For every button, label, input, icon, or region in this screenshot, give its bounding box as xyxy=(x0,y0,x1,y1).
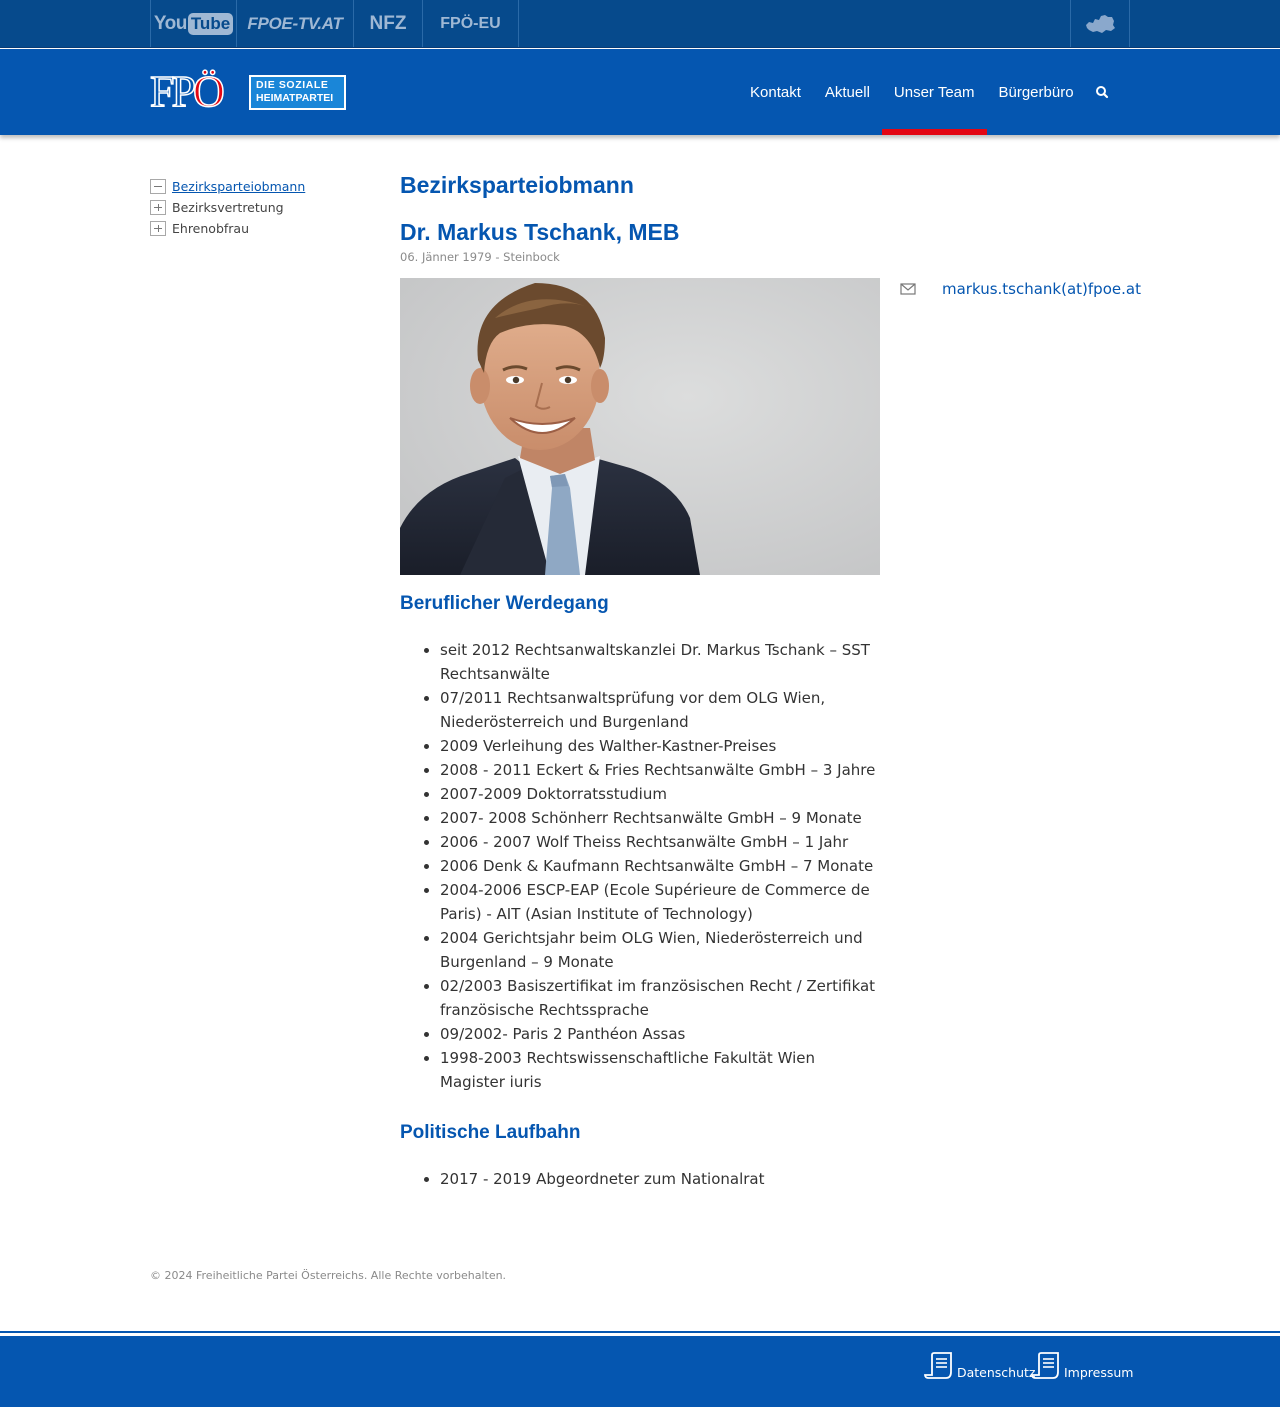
expand-icon[interactable] xyxy=(150,200,166,215)
list-item: • 2007-2009 Doktorratsstudium xyxy=(440,782,880,806)
logo-slogan-line1: DIE SOZIALE xyxy=(256,78,329,91)
list-item: • 2004-2006 ESCP-EAP (Ecole Supérieure de Commerce de Paris) - AIT (Asian Institute of Technology) xyxy=(440,878,880,926)
privacy-link[interactable] xyxy=(924,1350,1036,1382)
top-bar xyxy=(0,0,1280,48)
portrait-photo xyxy=(400,278,880,575)
nav-unser-team[interactable]: Unser Team xyxy=(882,49,987,135)
list-item: • 1998-2003 Rechtswissenschaftliche Fakultät Wien Magister iuris xyxy=(440,1046,880,1094)
fpoe-eu-logo: FPÖ-EU xyxy=(440,14,501,32)
document-icon xyxy=(924,1350,956,1382)
media-links xyxy=(150,0,519,47)
list-item: • 2009 Verleihung des Walther-Kastner-Preises xyxy=(440,734,880,758)
list-item: • 07/2011 Rechtsanwaltsprüfung vor dem OLG Wien, Niederösterreich und Burgenland xyxy=(440,686,880,734)
nfz-logo: NFZ xyxy=(369,12,407,34)
document-icon xyxy=(1031,1350,1063,1382)
search-button[interactable] xyxy=(1092,82,1112,102)
list-item: • 02/2003 Basiszertifikat im französischen Recht / Zertifikat französische Rechtssprache xyxy=(440,974,880,1022)
footer xyxy=(0,1336,1280,1407)
logo-fpo-letters: FPÖ xyxy=(150,67,222,116)
sidebar-item-label: Ehrenobfrau xyxy=(172,221,250,236)
sidebar-item-bezirksparteiobmann[interactable] xyxy=(150,176,370,197)
logo-slogan-line2: HEIMATPARTEI xyxy=(256,91,334,104)
nfz-link[interactable] xyxy=(353,0,422,47)
footer-divider xyxy=(0,1331,1280,1333)
birth-info: 06. Jänner 1979 - Steinbock xyxy=(400,250,560,264)
youtube-logo-you: You xyxy=(153,12,187,34)
contact-info xyxy=(900,277,1160,301)
main-nav xyxy=(738,49,1086,135)
list-item: • 2006 - 2007 Wolf Theiss Rechtsanwälte GmbH – 1 Jahr xyxy=(440,830,880,854)
fpoe-eu-link[interactable] xyxy=(422,0,519,47)
fpoe-tv-logo: FPOE-TV.AT xyxy=(247,13,343,33)
logo-slogan xyxy=(249,75,346,110)
career-list xyxy=(400,638,880,1094)
list-item: • 2006 Denk & Kaufmann Rechtsanwälte GmbH – 7 Monate xyxy=(440,854,880,878)
privacy-label: Datenschutz xyxy=(957,1365,1036,1380)
nav-kontakt[interactable]: Kontakt xyxy=(750,83,801,101)
career-title: Beruflicher Werdegang xyxy=(400,593,609,614)
list-item: • 09/2002- Paris 2 Panthéon Assas xyxy=(440,1022,880,1046)
nav-buergerbuero[interactable]: Bürgerbüro xyxy=(998,83,1074,101)
sidebar-item-label: Bezirksparteiobmann xyxy=(172,179,306,194)
main-content xyxy=(400,170,880,1191)
portrait-illustration xyxy=(400,278,880,575)
imprint-label: Impressum xyxy=(1064,1365,1134,1380)
list-item: • seit 2012 Rechtsanwaltskanzlei Dr. Markus Tschank – SST Rechtsanwälte xyxy=(440,638,880,686)
sidebar-item-ehrenobfrau[interactable] xyxy=(150,218,370,239)
main-header xyxy=(0,49,1280,135)
austria-map-icon xyxy=(1084,13,1116,35)
expand-icon[interactable] xyxy=(150,221,166,236)
austria-map-link[interactable] xyxy=(1070,0,1130,47)
sidebar-nav xyxy=(150,176,370,239)
search-icon xyxy=(1092,82,1112,102)
political-list xyxy=(400,1167,880,1191)
sidebar-item-label: Bezirksvertretung xyxy=(172,200,284,215)
youtube-link[interactable] xyxy=(150,0,236,47)
collapse-icon[interactable] xyxy=(150,179,166,194)
political-title: Politische Laufbahn xyxy=(400,1122,581,1143)
list-item: • 2004 Gerichtsjahr beim OLG Wien, Niederösterreich und Burgenland – 9 Monate xyxy=(440,926,880,974)
youtube-logo-tube: Tube xyxy=(188,13,233,35)
list-item: • 2008 - 2011 Eckert & Fries Rechtsanwälte GmbH – 3 Jahre xyxy=(440,758,880,782)
envelope-icon xyxy=(900,282,916,296)
person-name: Dr. Markus Tschank, MEB xyxy=(400,219,680,245)
list-item: • 2007- 2008 Schönherr Rechtsanwälte GmbH – 9 Monate xyxy=(440,806,880,830)
sidebar-item-bezirksvertretung[interactable] xyxy=(150,197,370,218)
fpoe-tv-link[interactable] xyxy=(236,0,353,47)
fpoe-logo[interactable] xyxy=(150,67,346,116)
email-link[interactable]: markus.tschank(at)fpoe.at xyxy=(942,280,1141,298)
imprint-link[interactable] xyxy=(1031,1350,1133,1382)
list-item: • 2017 - 2019 Abgeordneter zum Nationalrat xyxy=(440,1167,880,1191)
section-title: Bezirksparteiobmann xyxy=(400,172,634,198)
copyright-notice: © 2024 Freiheitliche Partei Österreichs. Alle Rechte vorbehalten. xyxy=(150,1269,507,1282)
nav-aktuell[interactable]: Aktuell xyxy=(824,83,870,101)
